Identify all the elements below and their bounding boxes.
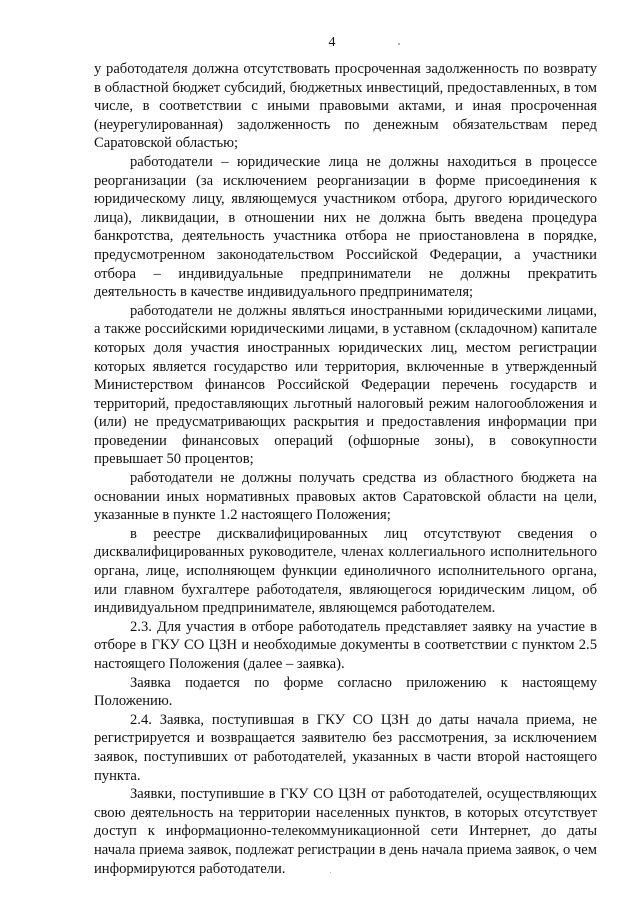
paragraph-debt-requirement: у работодателя должна отсутствовать просроченная задолженность по возврату в областной бюджет субсидий, бюджетных инвестиций, предоставленных, в том числе, в соответствии с иными правовыми актами, и иная просроченная (неурегулированная) задолженность по денежным обязательствам перед Саратовской областью; bbox=[94, 61, 597, 152]
paragraph-section-2-4: 2.4. Заявка, поступившая в ГКУ СО ЦЗН до даты начала приема, не регистрируется и возвращается заявителю без рассмотрения, за исключением заявок, поступивших от работодателей, указанных в части второй настоящего пункта. bbox=[94, 711, 597, 784]
scan-speck-bottom bbox=[330, 872, 331, 873]
paragraph-other-funds-requirement: работодатели не должны получать средства из областного бюджета на основании иных нормативных правовых актов Саратовской области на цели, указанные в пункте 1.2 настоящего Положения; bbox=[94, 470, 597, 524]
paragraph-application-form: Заявка подается по форме согласно приложению к настоящему Положению. bbox=[94, 674, 597, 710]
paragraph-section-2-3: 2.3. Для участия в отборе работодатель представляет заявку на участие в отборе в ГКУ СО ЦЗН и необходимые документы в соответствии с пунктом 2.5 настоящего Положения (далее – заявка). bbox=[94, 618, 597, 672]
paragraph-no-internet-applications: Заявки, поступившие в ГКУ СО ЦЗН от работодателей, осуществляющих свою деятельность на территории населенных пунктов, в которых отсутствует доступ к информационно-телекоммуникационной сети Интернет, до даты начала приема заявок, подлежат регистрации в день начала приема заявок, о чем информируются работодатели. bbox=[94, 786, 597, 877]
paragraph-reorganization-requirement: работодатели – юридические лица не должны находиться в процессе реорганизации (за исключением реорганизации в форме присоединения к юридическому лицу, являющемуся участником отбора, другого юридического лица), ликвидации, в отношении них не должна быть введена процедура банкротства, деятельность участника отбора не приостановлена в порядке, предусмотренном законодательством Российской Федерации, а участники отбора – индивидуальные предприниматели не должны прекратить деятельность в качестве индивидуального предпринимателя; bbox=[94, 153, 597, 301]
document-body bbox=[94, 60, 597, 878]
page-number: 4 bbox=[328, 35, 336, 50]
paragraph-disqualified-persons-requirement: в реестре дисквалифицированных лиц отсутствуют сведения о дисквалифицированных руководителе, членах коллегиального исполнительного органа, лице, исполняющем функции единоличного исполнительного органа, или главном бухгалтере работодателя, являющегося юридическим лицом, об индивидуальном предпринимателе, являющемся работодателем. bbox=[94, 525, 597, 617]
scan-speck bbox=[398, 43, 400, 45]
paragraph-foreign-entities-requirement: работодатели не должны являться иностранными юридическими лицами, а также российскими юридическими лицами, в уставном (складочном) капитале которых доля участия иностранных юридических лиц, местом регистрации которых является государство или территория, включенные в утвержденный Министерством финансов Российской Федерации перечень государств и территорий, предоставляющих льготный налоговый режим налогообложения и (или) не предусматривающих раскрытия и предоставления информации при проведении финансовых операций (офшорные зоны), в совокупности превышает 50 процентов; bbox=[94, 302, 597, 468]
